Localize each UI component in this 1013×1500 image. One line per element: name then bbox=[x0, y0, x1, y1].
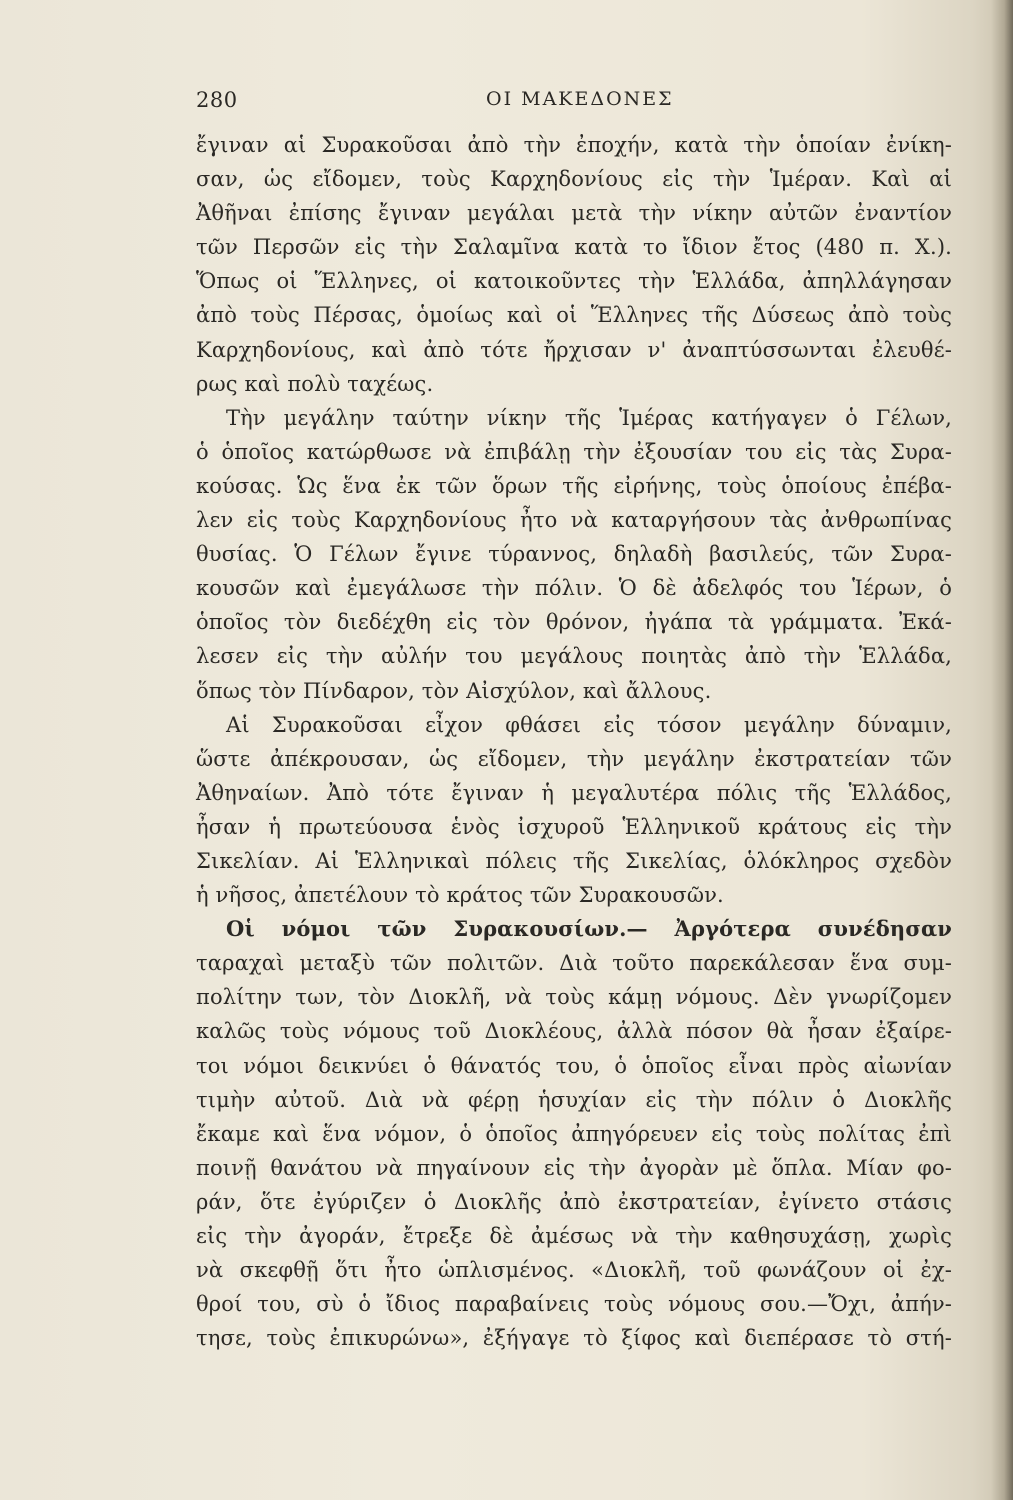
body-text bbox=[196, 128, 952, 1355]
text-line: τοι νόμοι δεικνύει ὁ θάνατός του, ὁ ὁποῖος εἶναι πρὸς αἰωνίαν bbox=[196, 1053, 952, 1078]
text-line: ὥστε ἀπέκρουσαν, ὡς εἴδομεν, τὴν μεγάλην ἐκστρατείαν τῶν bbox=[196, 746, 952, 771]
text-line: τησε, τοὺς ἐπικυρώνω», ἐξήγαγε τὸ ξίφος καὶ διεπέρασε τὸ στή- bbox=[196, 1326, 952, 1351]
text-line: ρως καὶ πολὺ ταχέως. bbox=[196, 371, 434, 396]
text-line: τιμὴν αὐτοῦ. Διὰ νὰ φέρῃ ἡσυχίαν εἰς τὴν πόλιν ὁ Διοκλῆς bbox=[196, 1087, 952, 1112]
paragraph-start-line: Τὴν μεγάλην ταύτην νίκην τῆς Ἱμέρας κατήγαγεν ὁ Γέλων, bbox=[226, 405, 952, 430]
running-title: ΟΙ ΜΑΚΕΔΟΝΕΣ bbox=[486, 88, 674, 110]
text-line: θροί του, σὺ ὁ ἴδιος παραβαίνεις τοὺς νόμους σου.—Ὄχι, ἀπήν- bbox=[196, 1292, 952, 1317]
text-line: Ὅπως οἱ Ἕλληνες, οἱ κατοικοῦντες τὴν Ἑλλάδα, ἀπηλλάγησαν bbox=[196, 269, 952, 294]
text-line: ἔκαμε καὶ ἕνα νόμον, ὁ ὁποῖος ἀπηγόρευεν εἰς τοὺς πολίτας ἐπὶ bbox=[196, 1121, 952, 1146]
text-line: ἀπὸ τοὺς Πέρσας, ὁμοίως καὶ οἱ Ἕλληνες τῆς Δύσεως ἀπὸ τοὺς bbox=[196, 303, 952, 328]
page-edge-shadow bbox=[991, 0, 1013, 1500]
text-line: νὰ σκεφθῇ ὅτι ἦτο ὡπλισμένος. «Διοκλῆ, τοῦ φωνάζουν οἱ ἐχ- bbox=[196, 1258, 952, 1283]
section-heading-line: Οἱ νόμοι τῶν Συρακουσίων.— Ἀργότερα συνέδησαν bbox=[226, 916, 952, 942]
text-line: κουσῶν καὶ ἐμεγάλωσε τὴν πόλιν. Ὁ δὲ ἀδελφός του Ἱέρων, ὁ bbox=[196, 576, 952, 601]
text-line: ἡ νῆσος, ἀπετέλουν τὸ κράτος τῶν Συρακουσῶν. bbox=[196, 883, 724, 908]
text-line: σαν, ὡς εἴδομεν, τοὺς Καρχηδονίους εἰς τὴν Ἱμέραν. Καὶ αἱ bbox=[196, 167, 952, 192]
text-line: ράν, ὅτε ἐγύριζεν ὁ Διοκλῆς ἀπὸ ἐκστρατείαν, ἐγίνετο στάσις bbox=[196, 1189, 952, 1214]
running-head bbox=[196, 88, 976, 118]
text-line: Σικελίαν. Αἱ Ἑλληνικαὶ πόλεις τῆς Σικελίας, ὁλόκληρος σχεδὸν bbox=[196, 848, 952, 873]
text-line: τῶν Περσῶν εἰς τὴν Σαλαμῖνα κατὰ το ἴδιον ἔτος (480 π. Χ.). bbox=[196, 235, 952, 260]
text-line: ὁ ὁποῖος κατώρθωσε νὰ ἐπιβάλῃ τὴν ἐξουσίαν του εἰς τὰς Συρα- bbox=[196, 439, 952, 464]
text-line: ὁποῖος τὸν διεδέχθη εἰς τὸν θρόνον, ἠγάπα τὰ γράμματα. Ἐκά- bbox=[196, 610, 952, 635]
text-line: πολίτην των, τὸν Διοκλῆ, νὰ τοὺς κάμῃ νόμους. Δὲν γνωρίζομεν bbox=[196, 985, 952, 1010]
text-line: Ἀθηναίων. Ἀπὸ τότε ἔγιναν ἡ μεγαλυτέρα πόλις τῆς Ἑλλάδος, bbox=[196, 780, 952, 805]
text-line: κούσας. Ὡς ἕνα ἐκ τῶν ὅρων τῆς εἰρήνης, τοὺς ὁποίους ἐπέβα- bbox=[196, 473, 952, 498]
text-line: ἔγιναν αἱ Συρακοῦσαι ἀπὸ τὴν ἐποχήν, κατὰ τὴν ὁποίαν ἐνίκη- bbox=[196, 133, 952, 157]
text-line: ταραχαὶ μεταξὺ τῶν πολιτῶν. Διὰ τοῦτο παρεκάλεσαν ἕνα συμ- bbox=[196, 951, 952, 976]
text-line: λεν εἰς τοὺς Καρχηδονίους ἦτο νὰ καταργήσουν τὰς ἀνθρωπίνας bbox=[196, 508, 952, 533]
page-number: 280 bbox=[196, 88, 238, 112]
text-line: λεσεν εἰς τὴν αὐλήν του μεγάλους ποιητὰς ἀπὸ τὴν Ἑλλάδα, bbox=[196, 644, 952, 669]
paragraph-start-line: Αἱ Συρακοῦσαι εἶχον φθάσει εἰς τόσον μεγάλην δύναμιν, bbox=[226, 712, 952, 737]
text-line: εἰς τὴν ἀγοράν, ἔτρεξε δὲ ἀμέσως νὰ τὴν καθησυχάσῃ, χωρὶς bbox=[196, 1224, 952, 1248]
text-line: ἦσαν ἡ πρωτεύουσα ἑνὸς ἰσχυροῦ Ἑλληνικοῦ κράτους εἰς τὴν bbox=[196, 814, 952, 839]
text-line: καλῶς τοὺς νόμους τοῦ Διοκλέους, ἀλλὰ πόσον θὰ ἦσαν ἐξαίρε- bbox=[196, 1019, 952, 1044]
text-line: Ἀθῆναι ἐπίσης ἔγιναν μεγάλαι μετὰ τὴν νίκην αὐτῶν ἐναντίον bbox=[196, 201, 952, 226]
text-line: θυσίας. Ὁ Γέλων ἔγινε τύραννος, δηλαδὴ βασιλεύς, τῶν Συρα- bbox=[196, 542, 952, 567]
text-line: ὅπως τὸν Πίνδαρον, τὸν Αἰσχύλον, καὶ ἄλλους. bbox=[196, 678, 712, 703]
text-line: ποινῇ θανάτου νὰ πηγαίνουν εἰς τὴν ἀγορὰν μὲ ὅπλα. Μίαν φο- bbox=[196, 1155, 952, 1180]
text-line: Καρχηδονίους, καὶ ἀπὸ τότε ἤρχισαν ν' ἀναπτύσσωνται ἐλευθέ- bbox=[196, 337, 952, 362]
